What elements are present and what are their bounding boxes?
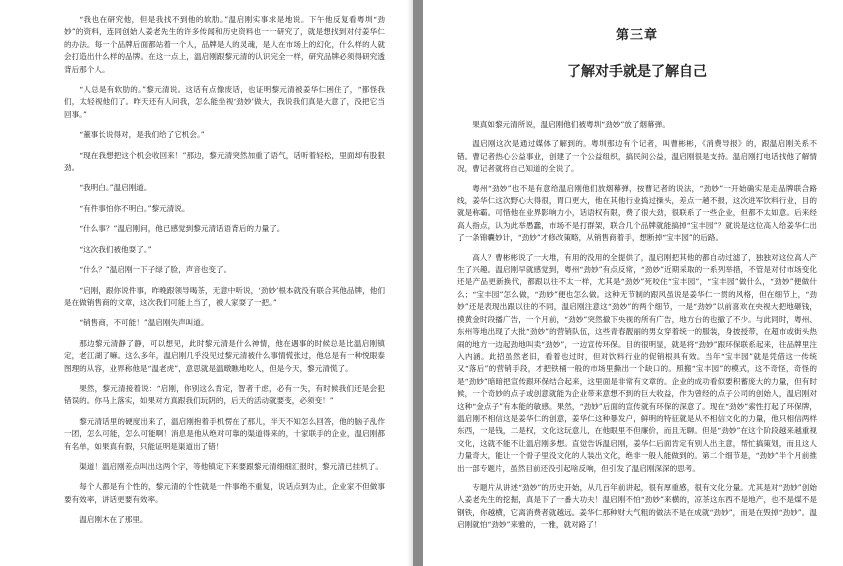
right-paragraph-2: 温启刚这次是通过媒体了解到的。粤圳那边有个记者，叫曹彬彬，《消费导报》的，跟温启刚关系不错。曹记者热心公益事业，创建了一个公益组织，搞民间公益，温启刚很是支持。温启刚打电话找他了解情况，曹记者就将自己知道的全说了。 xyxy=(457,139,817,174)
left-paragraph-7: “什么事？”温启刚问，他已感觉到黎元清话语背后的力量了。 xyxy=(79,224,285,234)
left-paragraph-13: 果然，黎元清接着说：“启刚，你别这么肯定，智者千虑，必有一失，有时候我们还是会犯错误的。你马上落实，如果对方真跟我们玩阴的，后天的活动就要变，必须变！” xyxy=(64,383,385,406)
left-paragraph-8: “这次我们被他耍了。” xyxy=(79,244,152,254)
left-paragraph-14: 黎元清话里的硬度出来了，温启刚抱着手机愣在了那儿，半天不知怎么回答，他的脑子乱作一团，怎么可能，怎么可能啊！消息是他从绝对可靠的渠道得来的，十家联手的企业，温启刚都有名单，如果真有假，只能证明是渠道出了错！ xyxy=(64,416,385,451)
page-gutter xyxy=(413,0,423,566)
left-paragraph-6: “有件事怕你不明白。”黎元清说。 xyxy=(79,203,190,213)
chapter-number: 第三章 xyxy=(615,28,658,43)
chapter-title: 了解对手就是了解自己 xyxy=(567,64,707,80)
left-paragraph-4: “现在我想把这个机会收回来！”那边，黎元清突然加重了语气，话听着轻松，里面却有股狠劲。 xyxy=(64,150,385,173)
left-paragraph-5: “我明白。”温启刚道。 xyxy=(79,183,152,193)
right-paragraph-3: 粤州“劲妙”也不是有意给温启刚他们放烟幕弹，按曹记者的说法，“劲妙”一开始确实是走品牌联合路线，姜华仁这次野心大得很，胃口更大，他在其他行业捣过操头，差点一趟不报，这次进军饮料行业，目的就是称霸。可惜他在业界影响力小，话语权有限，费了很大劲，很联系了一些企业，但都不太如意。后来经高人指点，认为此举愚蠢，市场不是打群架，联合几个品牌就能搞掉“宝丰园”？就说是这位高人给姜华仁出了一条锦囊妙计，“劲妙”才修改策略，从销售商着手，想断掉“宝丰园”的后路。 xyxy=(457,183,817,243)
left-paragraph-11: “销售商，不可能！”温启刚失声叫道。 xyxy=(79,318,209,328)
right-page xyxy=(423,0,843,566)
left-page xyxy=(0,0,413,566)
right-paragraph-4: 高人？曹彬彬说了一大堆，有用的没用的全提供了，温启刚把其他的都自动过滤了，独独对这位高人产生了兴趣。温启刚早就感觉到，粤州“劲妙”有点反常，“劲妙”近期采取的一系列举措，不管是对付市场变化还是产品更新换代，都跟以往不太一样，尤其是“劲妙”死咬住“宝丰园”，“宝丰园”做什么，“劲妙”便做什么；“宝丰园”怎么做，“劲妙”便也怎么做。这种无节制的跟风虽说是姜华仁一贯的风格，但在细节上，“劲妙”还是表现出跟以往的不同，温启刚注意这“劲妙”的两个细节，一是“劲妙”以前喜欢在央视大把地砸钱，摸黄金时段播广告，一个月前，“劲妙”突然撤下央视的所有广告，地方台的也撤了不少。与此同时，粤州、东州等地出现了大批“劲妙”的营销队伍，这些青春靓丽的男女穿着统一的服装，身披授带，在超市或街头热闹的地方一边起劲地叫卖“劲妙”，一边宣传环保。目的很明显，就是将“劲妙”跟环保联系起来，往品牌里注入内涵。此招虽然老旧，看着也过时，但对饮料行业的促销根具有效。当年“宝丰园”就是凭借这一传统又“落后”的营销手段，才把铁桶一般的市场里撕出一个缺口的。照搬“宝丰园”的模式，这不奇怪，奇怪的是“劲妙”暗暗把宣传跟环保结合起来，这里面是非常有文章的。企业的成功看似要积蓄庞大的力量，但有时候，一个奇妙的点子或创意就能为企业带来意想不到的巨大收益，作为曾经的点子公司的创始人，温启刚对这种“金点子”有本能的敏感。果然，“劲妙”后面的宣传就有环保的深意了。现在“劲妙”索性打起了环保牌，温启刚不相信这是姜华仁的创意，姜华仁这种暴发户，鲜明的特征就是从不相信文化的力量，他只相信两样东西，一是钱，二是权，文化这玩意儿，在他眼里不但廉价，而且无聊。但是“劲妙”在这个阶段越来越重视文化，这就不能不让温启刚多想。直觉告诉温启刚，姜华仁后面肯定有别人出主意，帮忙搞策划，而且这人力量奇大，能让一个骨子里没文化的人装出文化，绝非一般人能做到的。第二个细节是，“劲妙”半个月前推出一部专题片，虽然目前还没引起啥反响，但引发了温启刚深深的思考。 xyxy=(457,252,817,473)
right-paragraph-5: 专题片从讲述“劲妙”的历史开始，从几百年前讲起，很有厚重感，很有文化分量。尤其是对“劲妙”创始人姜老先生的挖掘，真是下了一番大功夫！温启刚不怕“劲妙”来横的，凉茶这东西不是地产，也不是煤不是钢铁，你越横，它离消费者就越远。姜华仁那种财大气粗的做法不是在成就“劲妙”，而是在毁掉“劲妙”。温启刚就怕“劲妙”来雅的，一雅，就对路了！ xyxy=(457,482,817,530)
left-paragraph-10: “启刚，跟你说件事，昨晚跟领导喝茶，无意中听说，‘劲妙’根本就没有联合其他品牌，他们是在做销售商的文章，这次我们可能上当了，被人家耍了一把。” xyxy=(64,285,385,307)
left-paragraph-17: 温启刚木在了那里。 xyxy=(79,515,148,525)
right-paragraph-1: 果真如黎元清所说，温启刚他们被粤圳“劲妙”放了烟幕弹。 xyxy=(472,120,670,129)
left-paragraph-1: “我也在研究他，但是我找不到他的软肋。”温启刚实事求是地说。下午他反复看粤圳“劲妙”的资料，连同创始人姜老先生的许多传闻和历史资料也一一研究了，就是想找到对付姜华仁的办法。每一个品牌后面都站着一个人，品牌是人的灵魂，是人在市场上的幻化，什么样的人就会打造出什么样的品牌。在这一点上，温启刚跟黎元清的认识完全一样，研究品牌必须得研究透背后那个人。 xyxy=(64,15,385,74)
left-paragraph-3: “董事长说得对，是我们给了它机会。” xyxy=(79,130,205,140)
left-paragraph-16: 每个人都是有个性的，黎元清的个性就是一件事绝不重复，说话点到为止，企业家不但做事要有效率，讲话更要有效率。 xyxy=(64,482,385,504)
left-paragraph-9: “什么？”温启刚一下子绿了脸，声音也变了。 xyxy=(79,265,232,275)
left-paragraph-12: 那边黎元清静了静，可以想见，此时黎元清是什么神情，他在遇事的时候总是比温启刚镇定，老江湖了嘛。这么多年，温启刚几乎没见过黎元清被什么事情慌张过，他总是有一种悦眼泰图理的从容，业界称他是“温老虎”，意思就是温暾瞧地吃人，但是今天，黎元清慌了。 xyxy=(64,338,385,373)
left-paragraph-2: “人总是有软肋的。”黎元清说。这话有点像废话，也证明黎元清被姜华仁困住了，“都怪我们，太轻视他们了。昨天还有人问我，怎么能坐视‘劲妙’做大，我说我们真是大意了，没把它当回事。” xyxy=(64,85,385,119)
left-paragraph-15: 渠道！温启刚差点叫出这两个字，等他镇定下来要跟黎元清细细汇报时，黎元清已挂机了。 xyxy=(79,461,383,471)
